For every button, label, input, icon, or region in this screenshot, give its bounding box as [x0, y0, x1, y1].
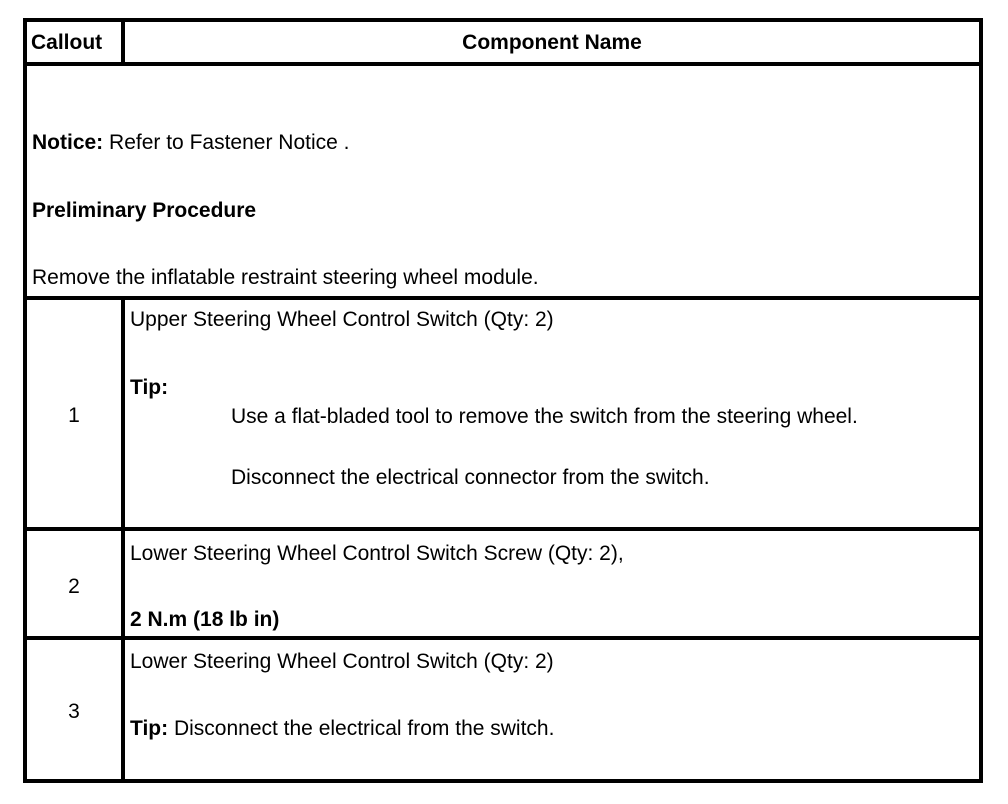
- row-3-tip-label: Tip:: [130, 717, 169, 740]
- header-component-name: Component Name: [462, 31, 642, 54]
- notice-text: Refer to Fastener Notice .: [109, 131, 350, 154]
- row-1-callout: 1: [68, 404, 80, 427]
- row-1-component-name: Upper Steering Wheel Control Switch (Qty: 2): [130, 308, 554, 331]
- notice-label: Notice:: [32, 131, 104, 154]
- row-1-tip-1: Use a flat-bladed tool to remove the switch from the steering wheel.: [231, 405, 858, 428]
- preliminary-procedure-title: Preliminary Procedure: [32, 199, 257, 222]
- header-divider: [27, 62, 979, 66]
- row-1-tip-2: Disconnect the electrical connector from the switch.: [231, 466, 710, 489]
- row-3-callout: 3: [68, 700, 80, 723]
- row-1-divider: [27, 527, 979, 531]
- row-3-tip-line: [130, 717, 554, 741]
- component-table: [23, 18, 983, 783]
- row-2-component-name: Lower Steering Wheel Control Switch Screw (Qty: 2),: [130, 542, 624, 565]
- header-callout: Callout: [31, 31, 103, 54]
- row-2-callout: 2: [68, 575, 80, 598]
- preliminary-procedure-step: Remove the inflatable restraint steering wheel module.: [32, 266, 539, 289]
- notice-line: [32, 131, 349, 155]
- row-2-divider: [27, 636, 979, 640]
- intro-divider: [27, 296, 979, 300]
- row-3-component-name: Lower Steering Wheel Control Switch (Qty: 2): [130, 650, 554, 673]
- row-3-tip-text: Disconnect the electrical from the switch.: [173, 717, 555, 740]
- row-2-torque: 2 N.m (18 lb in): [130, 608, 280, 631]
- body-column-divider: [121, 296, 125, 783]
- row-1-tip-label: Tip:: [130, 376, 169, 399]
